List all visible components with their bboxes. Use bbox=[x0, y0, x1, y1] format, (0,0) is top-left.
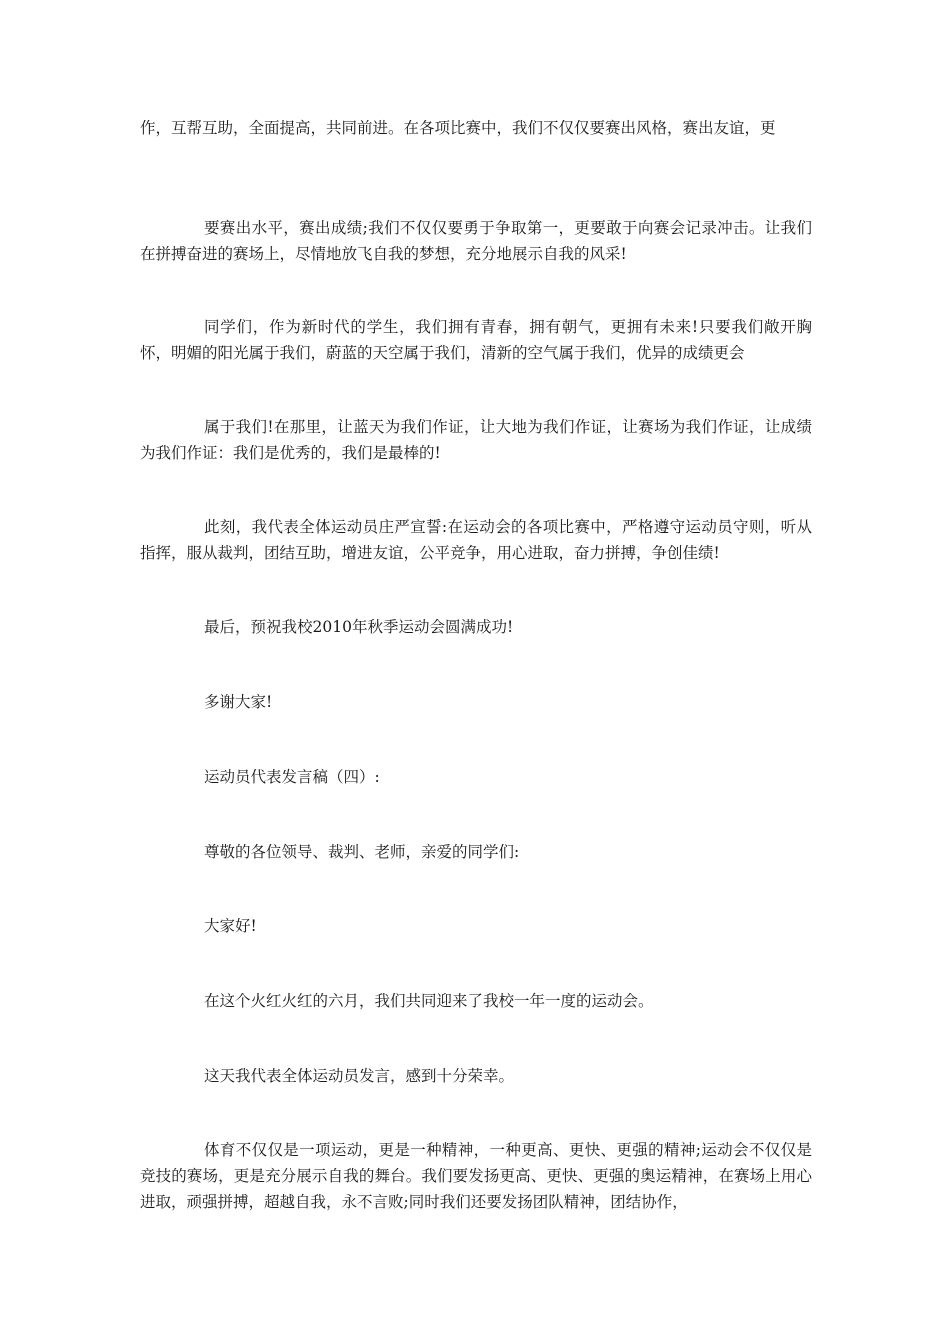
paragraph-june: 在这个火红火红的六月，我们共同迎来了我校一年一度的运动会。 bbox=[204, 992, 654, 1010]
paragraph-continuation: 作，互帮互助，全面提高，共同前进。在各项比赛中，我们不仅仅要赛出风格，赛出友谊，更 bbox=[140, 119, 776, 137]
paragraph-honored: 这天我代表全体运动员发言，感到十分荣幸。 bbox=[204, 1067, 515, 1085]
paragraph-wishes: 最后，预祝我校2010年秋季运动会圆满成功! bbox=[204, 618, 514, 636]
paragraph-oath: 此刻，我代表全体运动员庄严宣誓:在运动会的各项比赛中，严格遵守运动员守则，听从指挥，服从裁判，团结互助，增进友谊，公平竞争，用心进取，奋力拼搏，争创佳绩! bbox=[140, 518, 812, 562]
paragraph-greeting: 大家好! bbox=[204, 917, 257, 935]
paragraph-witness: 属于我们!在那里，让蓝天为我们作证，让大地为我们作证，让赛场为我们作证，让成绩为我们作证：我们是优秀的，我们是最棒的! bbox=[140, 418, 812, 462]
paragraph-sports-spirit: 体育不仅仅是一项运动，更是一种精神，一种更高、更快、更强的精神;运动会不仅仅是竞技的赛场，更是充分展示自我的舞台。我们要发扬更高、更快、更强的奥运精神，在赛场上用心进取，顽强拼搏，超越自我，永不言败;同时我们还要发扬团队精神，团结协作， bbox=[140, 1141, 812, 1211]
paragraph-record-challenge: 要赛出水平，赛出成绩;我们不仅仅要勇于争取第一，更要敢于向赛会记录冲击。让我们在拼搏奋进的赛场上，尽情地放飞自我的梦想，充分地展示自我的风采! bbox=[140, 219, 812, 263]
paragraph-classmates: 同学们，作为新时代的学生，我们拥有青春，拥有朝气，更拥有未来!只要我们敞开胸怀，明媚的阳光属于我们，蔚蓝的天空属于我们，清新的空气属于我们，优异的成绩更会 bbox=[140, 318, 812, 362]
paragraph-thanks: 多谢大家! bbox=[204, 693, 273, 711]
section-heading: 运动员代表发言稿（四）: bbox=[204, 768, 380, 786]
paragraph-salutation: 尊敬的各位领导、裁判、老师，亲爱的同学们: bbox=[204, 843, 520, 861]
